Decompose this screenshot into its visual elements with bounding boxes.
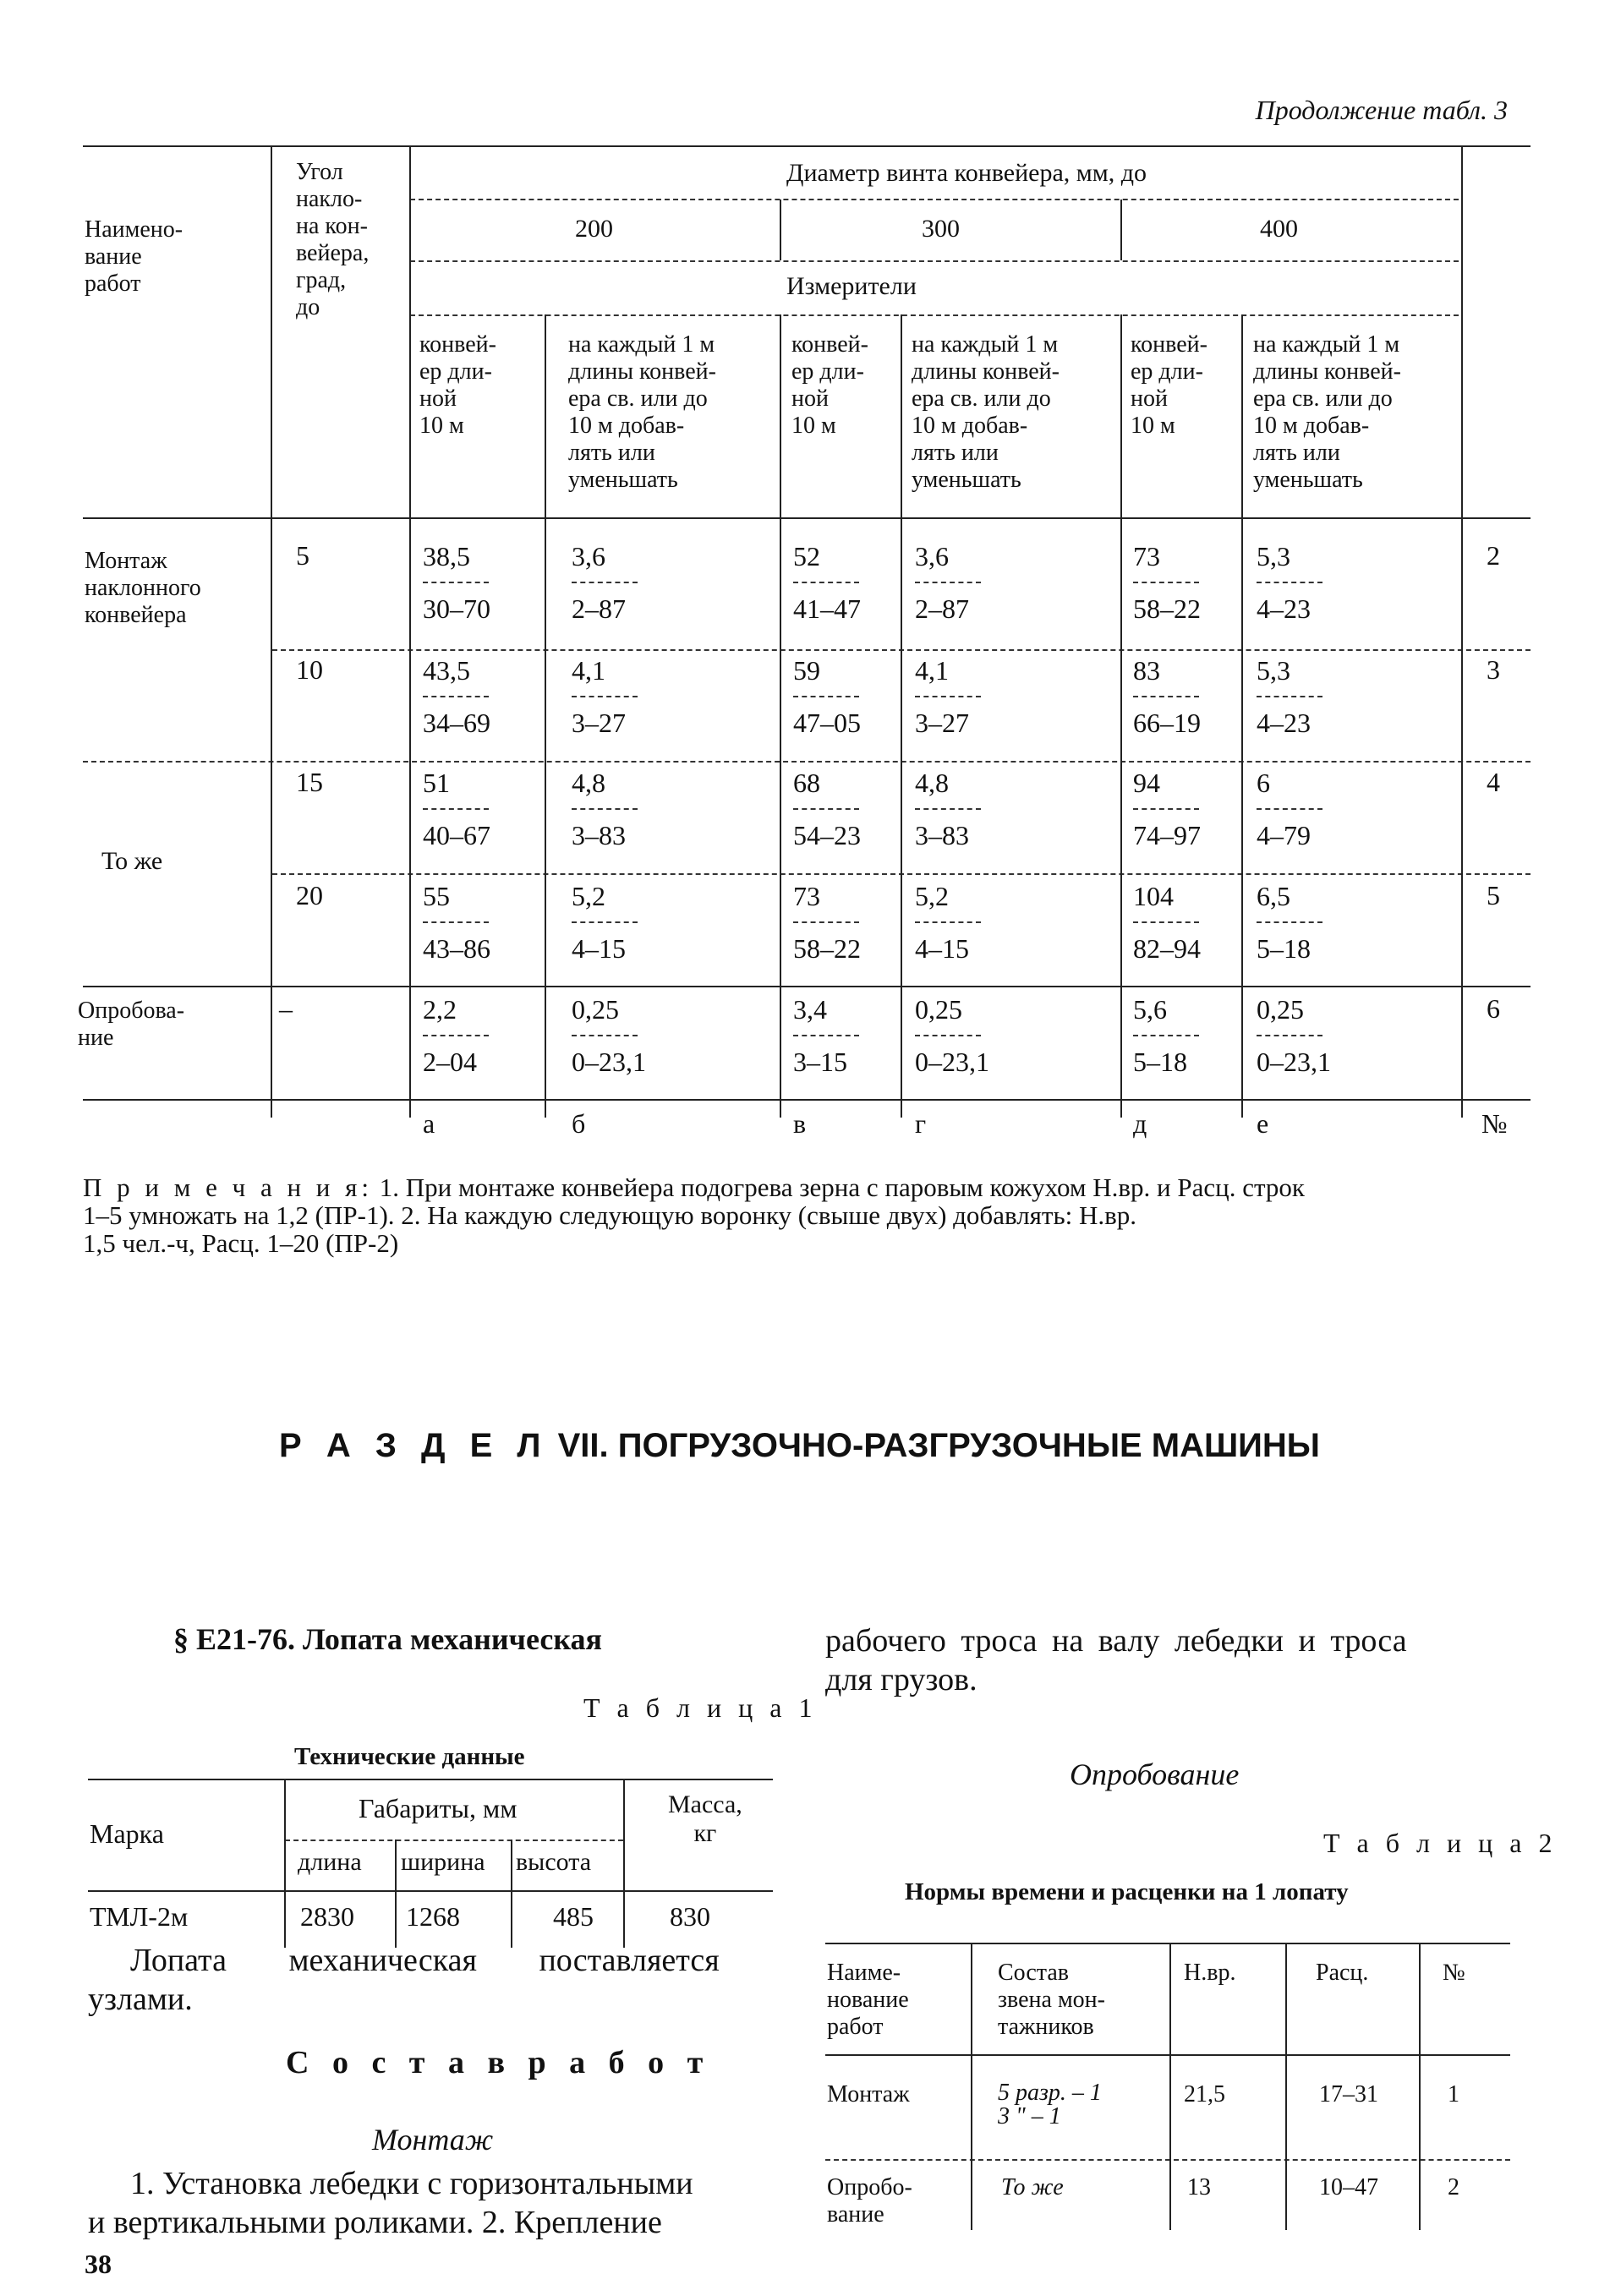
t1-top-rule [88,1779,773,1780]
section-title: VII. ПОГРУЗОЧНО-РАЗГРУЗОЧНЫЕ МАШИНЫ [548,1427,1320,1464]
t1-sep-2 [395,1840,397,1948]
fraction-bar [1257,808,1322,810]
fraction-bar [915,921,981,923]
header-work-name: Наимено- вание работ [85,216,183,297]
subheader-e: конвей- ер дли- ной 10 м [1131,331,1207,439]
fraction-bar [793,582,859,583]
price-norm: 4–15 [915,933,969,964]
right-line2: для грузов. [825,1662,977,1697]
t2-sep-2 [1169,1943,1171,2230]
row-number: 6 [1487,993,1500,1024]
header-diam-200: 200 [575,215,613,243]
price-norm: 40–67 [423,820,490,850]
col-sep-d300-top [780,200,781,260]
price-norm: 3–15 [793,1047,847,1077]
time-norm: 3,6 [572,541,605,571]
time-norm: 5,2 [915,881,949,911]
norm-cell [915,994,1025,1077]
fraction-bar [572,582,638,583]
time-norm: 4,8 [572,768,605,798]
price-norm: 0–23,1 [1257,1047,1331,1077]
col-sep-b [780,314,781,1118]
time-norm: 3,4 [793,994,827,1025]
norm-cell [793,994,903,1077]
norm-cell [793,881,903,964]
price-norm: 82–94 [1133,933,1201,964]
t2-sep-1 [971,1943,972,2230]
price-norm: 4–79 [1257,820,1311,850]
norm-cell [1257,881,1366,964]
header-angle: Угол накло- на кон- вейера, град, до [296,159,370,320]
t2-row2-nvr: 13 [1187,2174,1211,2200]
time-norm: 4,1 [915,655,949,686]
fraction-bar [915,1035,981,1036]
angle-cell: – [279,993,293,1024]
t1-sep-3 [511,1840,512,1948]
time-norm: 43,5 [423,655,470,686]
diameter-rule [410,199,1459,200]
time-norm: 59 [793,655,820,686]
time-norm: 5,3 [1257,541,1290,571]
norm-cell [1257,541,1366,624]
price-norm: 5–18 [1133,1047,1187,1077]
t1-width-header: ширина [401,1848,485,1876]
t1-height-value: 485 [553,1901,594,1932]
work-name-test: Опробова- ние [78,998,185,1051]
norm-cell [423,768,533,850]
fraction-bar [1133,1035,1199,1036]
t2-sep-3 [1285,1943,1287,2230]
price-norm: 4–23 [1257,708,1311,738]
t1-sep-4 [623,1779,625,1948]
price-norm: 47–05 [793,708,861,738]
fraction-bar [1133,582,1199,583]
t2-crew-header: Состав звена мон- тажников [998,1960,1105,2040]
t2-row2-name: Опробо- вание [827,2174,912,2228]
row-number: 4 [1487,767,1500,797]
price-norm: 4–23 [1257,593,1311,624]
norm-cell [1133,655,1243,738]
price-norm: 2–04 [423,1047,477,1077]
fraction-bar [423,696,489,697]
norm-cell [793,655,903,738]
t1-dims-rule [285,1840,623,1841]
norm-cell [572,768,682,850]
time-norm: 6,5 [1257,881,1290,911]
norm-cell [572,881,682,964]
t2-row2-crew: То же [1001,2174,1064,2200]
time-norm: 5,2 [572,881,605,911]
t2-rasc-header: Расц. [1316,1960,1369,1986]
header-diameter: Диаметр винта конвейера, мм, до [786,159,1147,187]
time-norm: 73 [1133,541,1160,571]
norm-cell [423,994,533,1077]
time-norm: 3,6 [915,541,949,571]
norm-cell [1257,768,1366,850]
time-norm: 38,5 [423,541,470,571]
subheader-c: конвей- ер дли- ной 10 м [791,331,868,439]
fraction-bar [915,582,981,583]
price-norm: 2–87 [915,593,969,624]
price-norm: 66–19 [1133,708,1201,738]
time-norm: 0,25 [572,994,619,1025]
norm-cell [1257,655,1366,738]
norm-cell [1133,881,1243,964]
delivery-text [88,1941,773,2019]
t2-sep-4 [1419,1943,1421,2230]
delivery-line1: Лопата механическая поставляется [130,1943,720,1978]
tech-data-caption: Технические данные [294,1743,525,1770]
column-letter: а [423,1108,435,1139]
price-norm: 3–27 [915,708,969,738]
row-number: 3 [1487,654,1500,685]
notes-line3: 1,5 чел.-ч, Расц. 1–20 (ПР-2) [83,1228,399,1258]
time-norm: 94 [1133,768,1160,798]
row-rule-5 [83,1099,1531,1101]
notes-line1: 1. При монтаже конвейера подогрева зерна с паровым кожухом Н.вр. и Расц. строк [379,1173,1305,1202]
fraction-bar [915,696,981,697]
col-sep-d [1120,314,1122,1118]
time-norm: 68 [793,768,820,798]
header-diam-400: 400 [1260,215,1298,243]
time-norm: 55 [423,881,450,911]
time-norm: 73 [793,881,820,911]
column-letter: д [1133,1108,1147,1139]
notes-lead: П р и м е ч а н и я: [83,1173,374,1202]
t2-row2-rasc: 10–47 [1319,2174,1378,2200]
mount-subtitle: Монтаж [372,2123,494,2157]
col-sep-f [1461,145,1463,1118]
price-norm: 43–86 [423,933,490,964]
work-name-same: То же [101,847,163,875]
t2-top-rule [825,1943,1510,1944]
col-sep-angle [409,145,411,1118]
norm-cell [423,655,533,738]
price-norm: 41–47 [793,593,861,624]
norm-cell [572,994,682,1077]
t2-row1-name: Монтаж [827,2081,910,2107]
t2-name-header: Наиме- нование работ [827,1960,909,2040]
price-norm: 5–18 [1257,933,1311,964]
subheader-f: на каждый 1 м длины конвей- ера св. или до 10 м добав- лять или уменьшать [1253,331,1401,493]
section-word: Р А З Д Е Л [279,1427,549,1464]
time-norm: 6 [1257,768,1270,798]
fraction-bar [1133,696,1199,697]
t2-header-bottom [825,2054,1510,2056]
col-sep-d400-top [1120,200,1122,260]
time-norm: 4,8 [915,768,949,798]
angle-cell: 15 [296,767,323,797]
col-sep-name [271,145,272,1118]
time-norm: 2,2 [423,994,457,1025]
fraction-bar [1257,921,1322,923]
works-line1: 1. Установка лебедки с горизонтальными [130,2166,693,2201]
fraction-bar [915,808,981,810]
time-norm: 4,1 [572,655,605,686]
norm-cell [793,768,903,850]
fraction-bar [572,921,638,923]
fraction-bar [572,696,638,697]
fraction-bar [793,1035,859,1036]
price-norm: 58–22 [1133,593,1201,624]
table2-label: Т а б л и ц а 2 [1323,1828,1558,1858]
fraction-bar [1257,696,1322,697]
angle-cell: 10 [296,654,323,685]
fraction-bar [572,808,638,810]
norm-cell [915,655,1025,738]
norm-cell [572,541,682,624]
time-norm: 104 [1133,881,1174,911]
norm-cell [915,881,1025,964]
t1-length-header: длина [298,1848,362,1876]
t1-sep-1 [284,1779,286,1948]
price-norm: 2–87 [572,593,626,624]
table-top-rule [83,145,1531,147]
t2-row2-no: 2 [1448,2174,1459,2200]
t1-height-header: высота [516,1848,592,1876]
fraction-bar [793,921,859,923]
t1-dims-header: Габариты, мм [359,1793,517,1823]
time-norm: 5,3 [1257,655,1290,686]
norms-caption: Нормы времени и расценки на 1 лопату [905,1878,1349,1905]
fraction-bar [1133,808,1199,810]
norm-cell [572,655,682,738]
meters-rule [410,314,1459,316]
header-diam-300: 300 [922,215,960,243]
price-norm: 4–15 [572,933,626,964]
diam-values-rule [410,260,1459,262]
fraction-bar [423,921,489,923]
price-norm: 54–23 [793,820,861,850]
norm-cell [793,541,903,624]
fraction-bar [1257,1035,1322,1036]
right-text [825,1621,1519,1699]
table1-label: Т а б л и ц а 1 [583,1692,818,1723]
t2-nvr-header: Н.вр. [1184,1960,1236,1986]
angle-cell: 5 [296,540,309,571]
norm-cell [1133,994,1243,1077]
column-letter: е [1257,1108,1269,1139]
time-norm: 52 [793,541,820,571]
price-norm: 58–22 [793,933,861,964]
fraction-bar [793,808,859,810]
price-norm: 3–83 [572,820,626,850]
row-number: 2 [1487,540,1500,571]
price-norm: 3–27 [572,708,626,738]
price-norm: 0–23,1 [572,1047,646,1077]
column-letter: в [793,1108,807,1139]
t2-no-header: № [1443,1960,1465,1986]
work-name-mount: Монтаж наклонного конвейера [85,548,201,628]
norm-cell [915,768,1025,850]
price-norm: 34–69 [423,708,490,738]
norm-cell [915,541,1025,624]
fraction-bar [423,808,489,810]
row-rule-4 [83,986,1531,987]
time-norm: 51 [423,768,450,798]
norm-cell [1133,541,1243,624]
notes-line2: 1–5 умножать на 1,2 (ПР-1). 2. На каждую следующую воронку (свыше двух) добавлять: Н.вр. [83,1200,1136,1230]
column-letter: б [572,1108,586,1139]
right-line1: рабочего троса на валу лебедки и троса [825,1623,1407,1659]
t1-header-bottom [88,1890,773,1892]
norm-cell [423,541,533,624]
time-norm: 0,25 [915,994,962,1025]
t1-width-value: 1268 [406,1901,460,1932]
t1-mass-header: Масса, кг [668,1790,742,1847]
t2-row1-rasc: 17–31 [1319,2081,1378,2107]
row-number: 5 [1487,880,1500,910]
fraction-bar [1257,582,1322,583]
subheader-a: конвей- ер дли- ной 10 м [419,331,496,439]
test-subtitle: Опробование [1070,1758,1240,1791]
t2-row1-nvr: 21,5 [1184,2081,1225,2107]
fraction-bar [793,696,859,697]
paragraph-title: § Е21-76. Лопата механическая [173,1622,603,1656]
delivery-line2: узлами. [88,1982,193,2017]
time-norm: 0,25 [1257,994,1304,1025]
price-norm: 74–97 [1133,820,1201,850]
time-norm: 83 [1133,655,1160,686]
t1-mass-value: 830 [670,1901,710,1932]
table-notes [83,1173,1520,1257]
continuation-label: Продолжение табл. 3 [1255,95,1508,125]
column-letter: г [915,1108,927,1139]
angle-cell: 20 [296,880,323,910]
fraction-bar [423,582,489,583]
works-text [88,2164,781,2242]
header-meters: Измерители [786,272,917,300]
t2-row1-crew: 5 разр. – 1 3 " – 1 [998,2080,1102,2129]
t1-brand-value: ТМЛ-2м [90,1901,189,1932]
t2-row-rule [825,2159,1510,2161]
norm-cell [1257,994,1366,1077]
price-norm: 30–70 [423,593,490,624]
t1-length-value: 2830 [300,1901,354,1932]
norm-cell [1133,768,1243,850]
header-bottom-rule [83,517,1531,519]
price-norm: 3–83 [915,820,969,850]
fraction-bar [423,1035,489,1036]
works-line2: и вертикальными роликами. 2. Крепление [88,2205,662,2240]
fraction-bar [1133,921,1199,923]
subheader-b: на каждый 1 м длины конвей- ера св. или до 10 м добав- лять или уменьшать [568,331,716,493]
price-norm: 0–23,1 [915,1047,989,1077]
norm-cell [423,881,533,964]
col-sep-a [545,314,546,1118]
column-letter: № [1481,1108,1508,1139]
page-number: 38 [85,2249,112,2279]
t1-brand-header: Марка [90,1818,164,1849]
section-heading [0,1427,1599,1465]
works-title: С о с т а в р а б о т [286,2045,711,2080]
subheader-d: на каждый 1 м длины конвей- ера св. или до 10 м добав- лять или уменьшать [912,331,1060,493]
time-norm: 5,6 [1133,994,1167,1025]
fraction-bar [572,1035,638,1036]
t2-row1-no: 1 [1448,2081,1459,2107]
row-rule-2 [83,761,1531,763]
